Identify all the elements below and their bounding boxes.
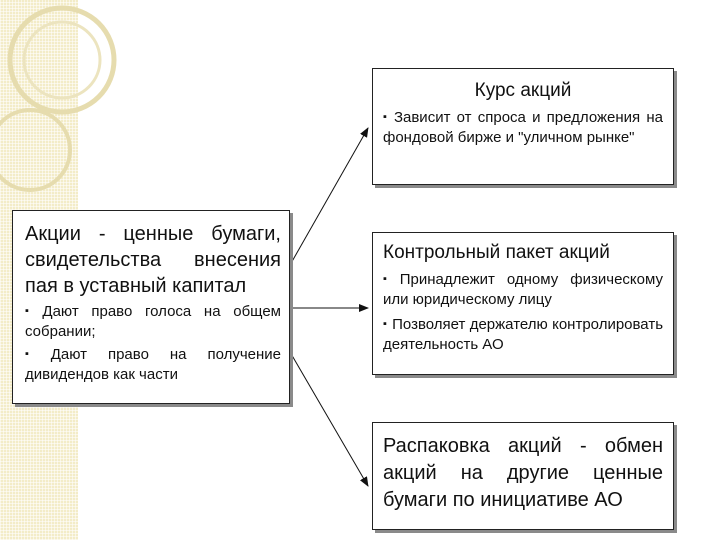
bullet-icon: ▪ — [25, 348, 46, 360]
main-box-item-text: Дают право голоса на общем собрании; — [25, 303, 281, 340]
main-definition-box — [12, 210, 290, 404]
controlling-stake-title: Контрольный пакет акций — [383, 242, 610, 263]
arrow-to-raspak — [290, 352, 368, 486]
main-box-item-text: Дают право на получение дивидендов как части — [25, 346, 282, 383]
stock-price-box — [372, 68, 674, 185]
main-box-item — [25, 301, 281, 342]
main-box-item — [25, 344, 281, 385]
controlling-stake-item-text: Принадлежит одному физическому или юридическому лицу — [383, 271, 663, 308]
controlling-stake-item — [383, 269, 663, 310]
bullet-icon: ▪ — [383, 111, 389, 123]
main-box-title: Акции - ценные бумаги, свидетельства внесения пая в уставный капитал — [25, 223, 281, 297]
bullet-icon: ▪ — [383, 318, 388, 330]
unbundling-box — [372, 422, 674, 530]
controlling-stake-box — [372, 232, 674, 375]
arrow-to-kurs — [290, 128, 368, 265]
stock-price-title: Курс акций — [474, 80, 572, 101]
bullet-icon: ▪ — [383, 273, 395, 285]
bullet-icon: ▪ — [25, 305, 38, 317]
stock-price-item — [383, 107, 663, 148]
controlling-stake-item-text: Позволяет держателю контролировать деятельность АО — [383, 316, 664, 353]
stock-price-item-text: Зависит от спроса и предложения на фондовой бирже и "уличном рынке" — [383, 109, 663, 146]
unbundling-text: Распаковка акций - обмен акций на другие ценные бумаги по инициативе АО — [383, 435, 663, 511]
controlling-stake-item — [383, 314, 663, 355]
